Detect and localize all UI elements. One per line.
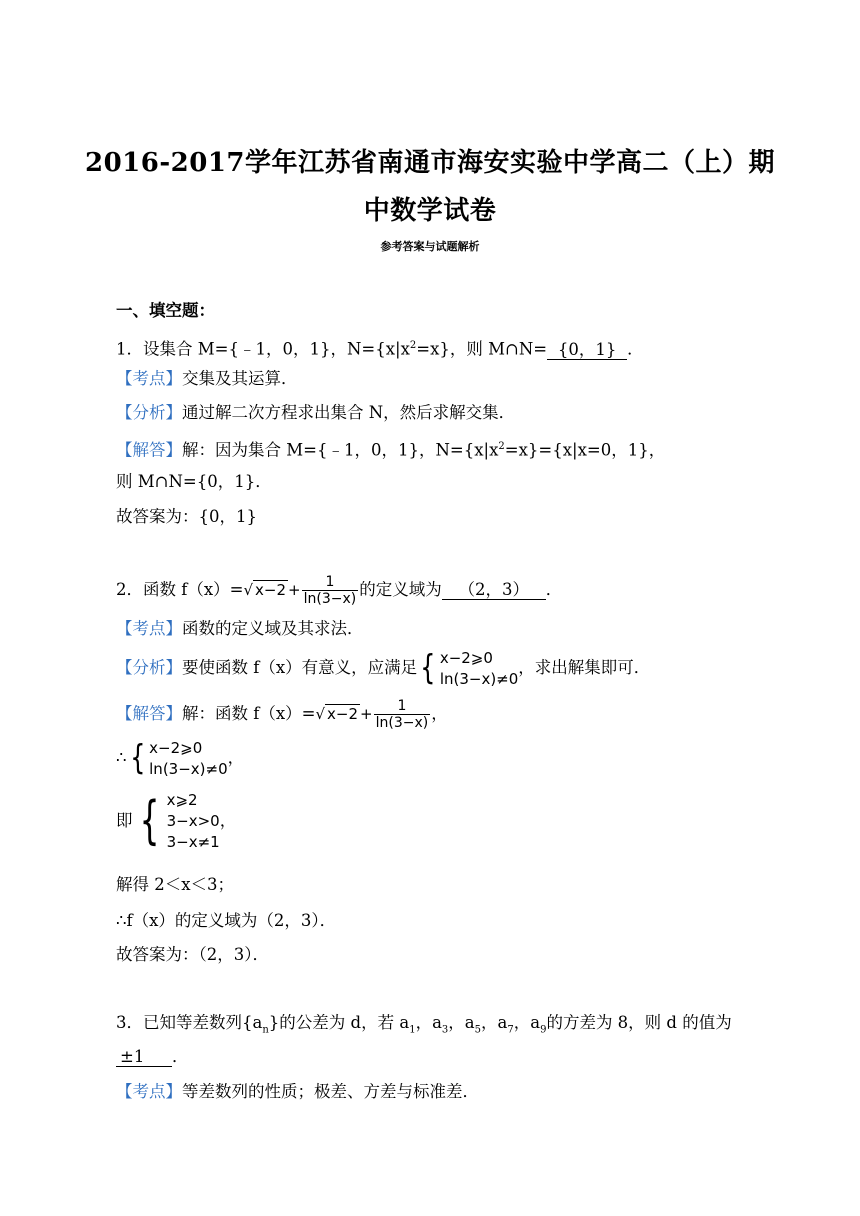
q1-jieda-b: =x}={x|x=0，1}，	[504, 440, 666, 460]
q2-answer: （2，3）	[442, 581, 546, 600]
q3-sub-3: 3	[441, 1024, 449, 1036]
brace-glyph: {	[129, 737, 145, 778]
q2-sqrt-radicand: x−2	[255, 581, 287, 599]
q2-jieda-tag: 【解答】	[116, 704, 182, 723]
q2-ji-system	[116, 788, 236, 854]
q3-sub-n: n	[262, 1024, 269, 1036]
q3-end: ．	[172, 1047, 189, 1066]
q1-answer: {0，1}	[547, 341, 627, 360]
q2-sys3-row1: x⩾2	[166, 791, 198, 809]
q3-question	[116, 1012, 732, 1041]
q2-fenxi-b: ，求出解集即可．	[518, 658, 651, 677]
q2-fenxi-tag: 【分析】	[116, 658, 182, 677]
q3-text-c: 的方差为 8，则 d 的值为	[546, 1013, 732, 1032]
q2-therefore-system	[116, 736, 244, 780]
q1-fenxi-text: 通过解二次方程求出集合 N，然后求解交集．	[182, 403, 516, 422]
q2-sys3-row3: 3−x≠1	[166, 833, 220, 851]
q3-text-b: }的公差为 d，若 a	[268, 1013, 410, 1032]
q2-kaodian-tag: 【考点】	[116, 619, 182, 638]
q2-jieda-fraction	[374, 698, 431, 731]
q2-sys1b-row1: x−2⩾0	[149, 738, 203, 757]
q2-domain: ∴f（x）的定义域为（2，3）．	[116, 911, 337, 930]
q1-kaodian	[116, 368, 298, 390]
q2-frac-den: ln(3−x)	[303, 591, 357, 607]
document-subtitle: 参考答案与试题解析	[380, 240, 480, 253]
q2-fraction	[302, 574, 359, 607]
therefore-symbol: ∴	[116, 748, 127, 767]
q2-prefix: 2．函数 f（x）=	[116, 580, 244, 599]
q2-fenxi	[116, 646, 650, 690]
q2-plus: +	[288, 581, 301, 599]
q2-end: ．	[545, 580, 563, 599]
brace-glyph: {	[139, 791, 159, 851]
q2-solve: 解得 2＜x＜3；	[116, 875, 235, 894]
q2-ji: 即	[116, 811, 133, 830]
q2-comma: ，	[227, 748, 245, 767]
q2-comma-2: ，	[219, 811, 237, 830]
q1-jieda-a: 解：因为集合 M={﹣1，0，1}，N={x|x	[182, 440, 499, 460]
q1-kaodian-tag: 【考点】	[116, 369, 182, 388]
q1-kaodian-text: 交集及其运算．	[182, 369, 298, 388]
section-heading: 一、填空题：	[116, 301, 215, 320]
q1-line2: 则 M∩N={0，1}．	[116, 472, 272, 491]
q3-c2: ，a	[448, 1013, 475, 1032]
q2-system-3	[133, 790, 220, 853]
q3-c1: ，a	[415, 1013, 442, 1032]
q1-line3: 故答案为：{0，1}	[116, 507, 257, 526]
q2-system-1	[127, 738, 228, 780]
q1-text-b: =x}，则 M∩N=	[416, 339, 548, 359]
q1-question	[116, 335, 644, 361]
q3-kaodian-text: 等差数列的性质；极差、方差与标准差．	[182, 1082, 479, 1101]
q1-sup: 2	[409, 340, 417, 351]
q2-fenxi-a: 要使函数 f（x）有意义，应满足	[182, 658, 418, 677]
q2-sqrt: √ x−2	[243, 581, 287, 599]
q2-kaodian	[116, 618, 364, 640]
q3-sub-9: 9	[540, 1024, 547, 1036]
q1-fenxi-tag: 【分析】	[116, 403, 182, 422]
q2-kaodian-text: 函数的定义域及其求法．	[182, 619, 364, 638]
q2-sys3-row2: 3−x>0	[166, 812, 220, 830]
q1-end: ．	[627, 339, 644, 359]
document-title-line1: 2016-2017学年江苏省南通市海安实验中学高二（上）期	[84, 148, 776, 178]
q3-sub-7: 7	[507, 1024, 514, 1036]
q2-jieda-a: 解：函数 f（x）=	[182, 704, 316, 723]
q3-text-a: 3．已知等差数列{a	[116, 1013, 263, 1032]
q2-jieda-plus: +	[360, 705, 373, 723]
q2-frac-num: 1	[325, 574, 335, 590]
q1-jieda	[116, 436, 665, 462]
q3-sub-1: 1	[409, 1024, 416, 1036]
q2-suffix: 的定义域为	[359, 580, 442, 599]
q3-answer: ±1	[116, 1048, 172, 1067]
q2-jieda-end: ，	[431, 704, 448, 723]
q1-jieda-tag: 【解答】	[116, 440, 182, 460]
q1-jieda-sup: 2	[498, 441, 505, 452]
q1-fenxi	[116, 402, 515, 424]
q3-answer-line	[116, 1046, 189, 1068]
q2-final: 故答案为：（2，3）．	[116, 945, 269, 964]
q3-kaodian	[116, 1081, 479, 1103]
q3-kaodian-tag: 【考点】	[116, 1082, 182, 1101]
q2-jieda-frac-num: 1	[397, 698, 407, 714]
q2-fenxi-system	[417, 648, 518, 690]
q2-question	[116, 574, 562, 607]
q2-sys1-row2: ln(3−x)≠0	[439, 669, 519, 688]
q2-jieda-frac-den: ln(3−x)	[375, 715, 429, 731]
q3-sub-5: 5	[474, 1024, 481, 1036]
q3-c4: ，a	[513, 1013, 541, 1032]
q2-jieda-sqrt-radicand: x−2	[327, 705, 359, 723]
q2-sys1-row1: x−2⩾0	[439, 648, 493, 667]
brace-glyph: {	[420, 647, 436, 688]
q3-c3: ，a	[481, 1013, 508, 1032]
q2-jieda-sqrt: √ x−2	[315, 705, 359, 723]
q2-jieda	[116, 698, 448, 731]
q2-sys1b-row2: ln(3−x)≠0	[149, 759, 228, 778]
q1-text-a: 1．设集合 M={﹣1，0，1}，N={x|x	[116, 339, 410, 359]
document-title-line2: 中数学试卷	[363, 196, 497, 226]
